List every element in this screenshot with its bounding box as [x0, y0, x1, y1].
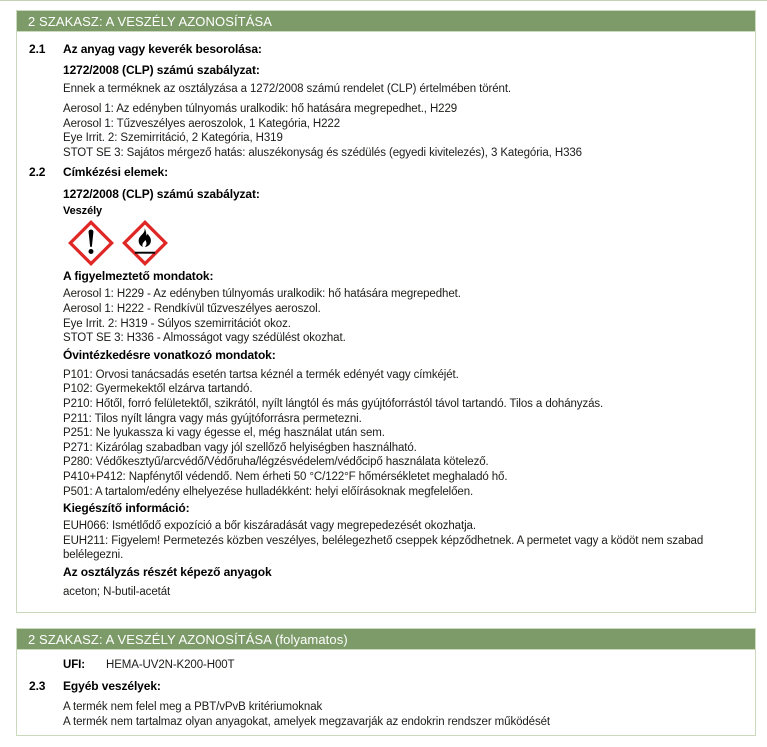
- previous-section-border: [0, 0, 767, 1]
- section-number-2-1: 2.1: [29, 42, 46, 56]
- classification-list: [63, 102, 741, 160]
- hazard-statements-heading: A figyelmeztető mondatok:: [63, 269, 214, 284]
- precaution-statement: P210: Hőtől, forró felületektől, szikrától, nyílt lángtól és más gyújtóforrástól távol tartandó. Tilos a dohányzás.: [63, 397, 604, 410]
- classification-line: Aerosol 1: Tűzveszélyes aeroszolok, 1 Kategória, H222: [63, 117, 341, 130]
- heading-2-1-title: Az anyag vagy keverék besorolása:: [63, 42, 262, 56]
- supplemental-info-list: [63, 519, 741, 563]
- classification-line: Aerosol 1: Az edényben túlnyomás uralkodik: hő hatására megrepedhet., H229: [63, 103, 458, 115]
- precaution-statements-heading: Óvintézkedésre vonatkozó mondatok:: [63, 347, 276, 362]
- precaution-statement: P101: Orvosi tanácsadás esetén tartsa kéznél a termék edényét vagy címkéjét.: [63, 368, 459, 381]
- ufi-label: UFI:: [63, 659, 85, 671]
- classification-line: Eye Irrit. 2: Szemirritáció, 2 Kategória, H319: [63, 132, 283, 145]
- section-number-2-2: 2.2: [29, 165, 46, 180]
- precaution-statement: P271: Kizárólag szabadban vagy jól szellőző helyiségben használható.: [63, 441, 417, 454]
- precaution-statements-list: [63, 368, 741, 499]
- section-number-2-3: 2.3: [29, 679, 46, 693]
- section-2-continued-box: [16, 628, 756, 736]
- hazard-statement: Aerosol 1: H222 - Rendkívül tűzveszélyes aeroszol.: [63, 302, 321, 315]
- supplemental-info-heading: Kiegészítő információ:: [63, 501, 190, 516]
- ufi-row: [63, 659, 741, 671]
- classification-line: STOT SE 3: Sajátos mérgező hatás: aluszékonyság és szédülés (egyedi kivitelezés), 3 Kategória, H336: [63, 146, 582, 159]
- precaution-statement: P102: Gyermekektől elzárva tartandó.: [63, 383, 253, 396]
- hazard-statement: Aerosol 1: H229 - Az edényben túlnyomás uralkodik: hő hatására megrepedhet.: [63, 288, 461, 301]
- heading-2-3: [29, 679, 741, 693]
- classification-substances: aceton; N-butil-acetát: [63, 585, 171, 598]
- hazard-statements-list: [63, 287, 741, 345]
- heading-2-2: [29, 165, 741, 179]
- clp-intro-text: Ennek a terméknek az osztályzása a 1272/2008 számú rendelet (CLP) értelmében törént.: [63, 83, 512, 95]
- clp-regulation-heading: 1272/2008 (CLP) számú szabályzat:: [63, 63, 260, 77]
- flame-icon: [122, 220, 168, 266]
- section-2-box: [16, 10, 756, 613]
- other-hazards-list: [63, 700, 741, 729]
- ufi-value: HEMA-UV2N-K200-H00T: [106, 659, 235, 671]
- precaution-statement: P280: Védőkesztyű/arcvédő/Védőruha/légzésvédelem/védőcipő használata kötelező.: [63, 456, 489, 469]
- classification-substances-heading: Az osztályzás részét képező anyagok: [63, 564, 272, 579]
- section-2-continued-header-bar: 2 SZAKASZ: A VESZÉLY AZONOSÍTÁSA (folyamatos): [17, 629, 755, 650]
- supplemental-statement: EUH211: Figyelem! Permetezés közben veszélyes, belélegezhető cseppek képződhetnek. A permetet vagy a ködöt nem szabad belélegezni.: [63, 534, 704, 562]
- precaution-statement: P410+P412: Napfénytől védendő. Nem érheti 50 °C/122°F hőmérsékletet meghaladó hő.: [63, 470, 508, 483]
- hazard-statement: STOT SE 3: H336 - Almosságot vagy szédülést okozhat.: [63, 332, 346, 345]
- section-2-header-bar: 2 SZAKASZ: A VESZÉLY AZONOSÍTÁSA: [17, 11, 755, 32]
- other-hazard-line: A termék nem tartalmaz olyan anyagokat, amelyek megzavarják az endokrin rendszer működését: [63, 715, 551, 728]
- hazard-statement: Eye Irrit. 2: H319 - Súlyos szemirritációt okoz.: [63, 317, 291, 330]
- supplemental-statement: EUH066: Ismétlődő expozíció a bőr kiszáradását vagy megrepedezését okozhatja.: [63, 520, 476, 533]
- precaution-statement: P211: Tilos nyílt lángra vagy más gyújtóforrásra permetezni.: [63, 412, 362, 425]
- precaution-statement: P501: A tartalom/edény elhelyezése hulladékként: helyi előírásoknak megfelelően.: [63, 485, 474, 498]
- ghs-pictograms: [68, 220, 741, 266]
- heading-2-2-title: Címkézési elemek:: [63, 165, 169, 180]
- signal-word: Veszély: [63, 205, 103, 218]
- exclamation-mark-icon: [68, 220, 114, 266]
- clp-regulation-heading-2: 1272/2008 (CLP) számú szabályzat:: [63, 187, 260, 202]
- other-hazard-line: A termék nem felel meg a PBT/vPvB kritériumoknak: [63, 701, 323, 713]
- heading-2-1: [29, 42, 741, 56]
- precaution-statement: P251: Ne lyukassza ki vagy égesse el, még használat után sem.: [63, 427, 385, 440]
- heading-2-3-title: Egyéb veszélyek:: [63, 679, 161, 693]
